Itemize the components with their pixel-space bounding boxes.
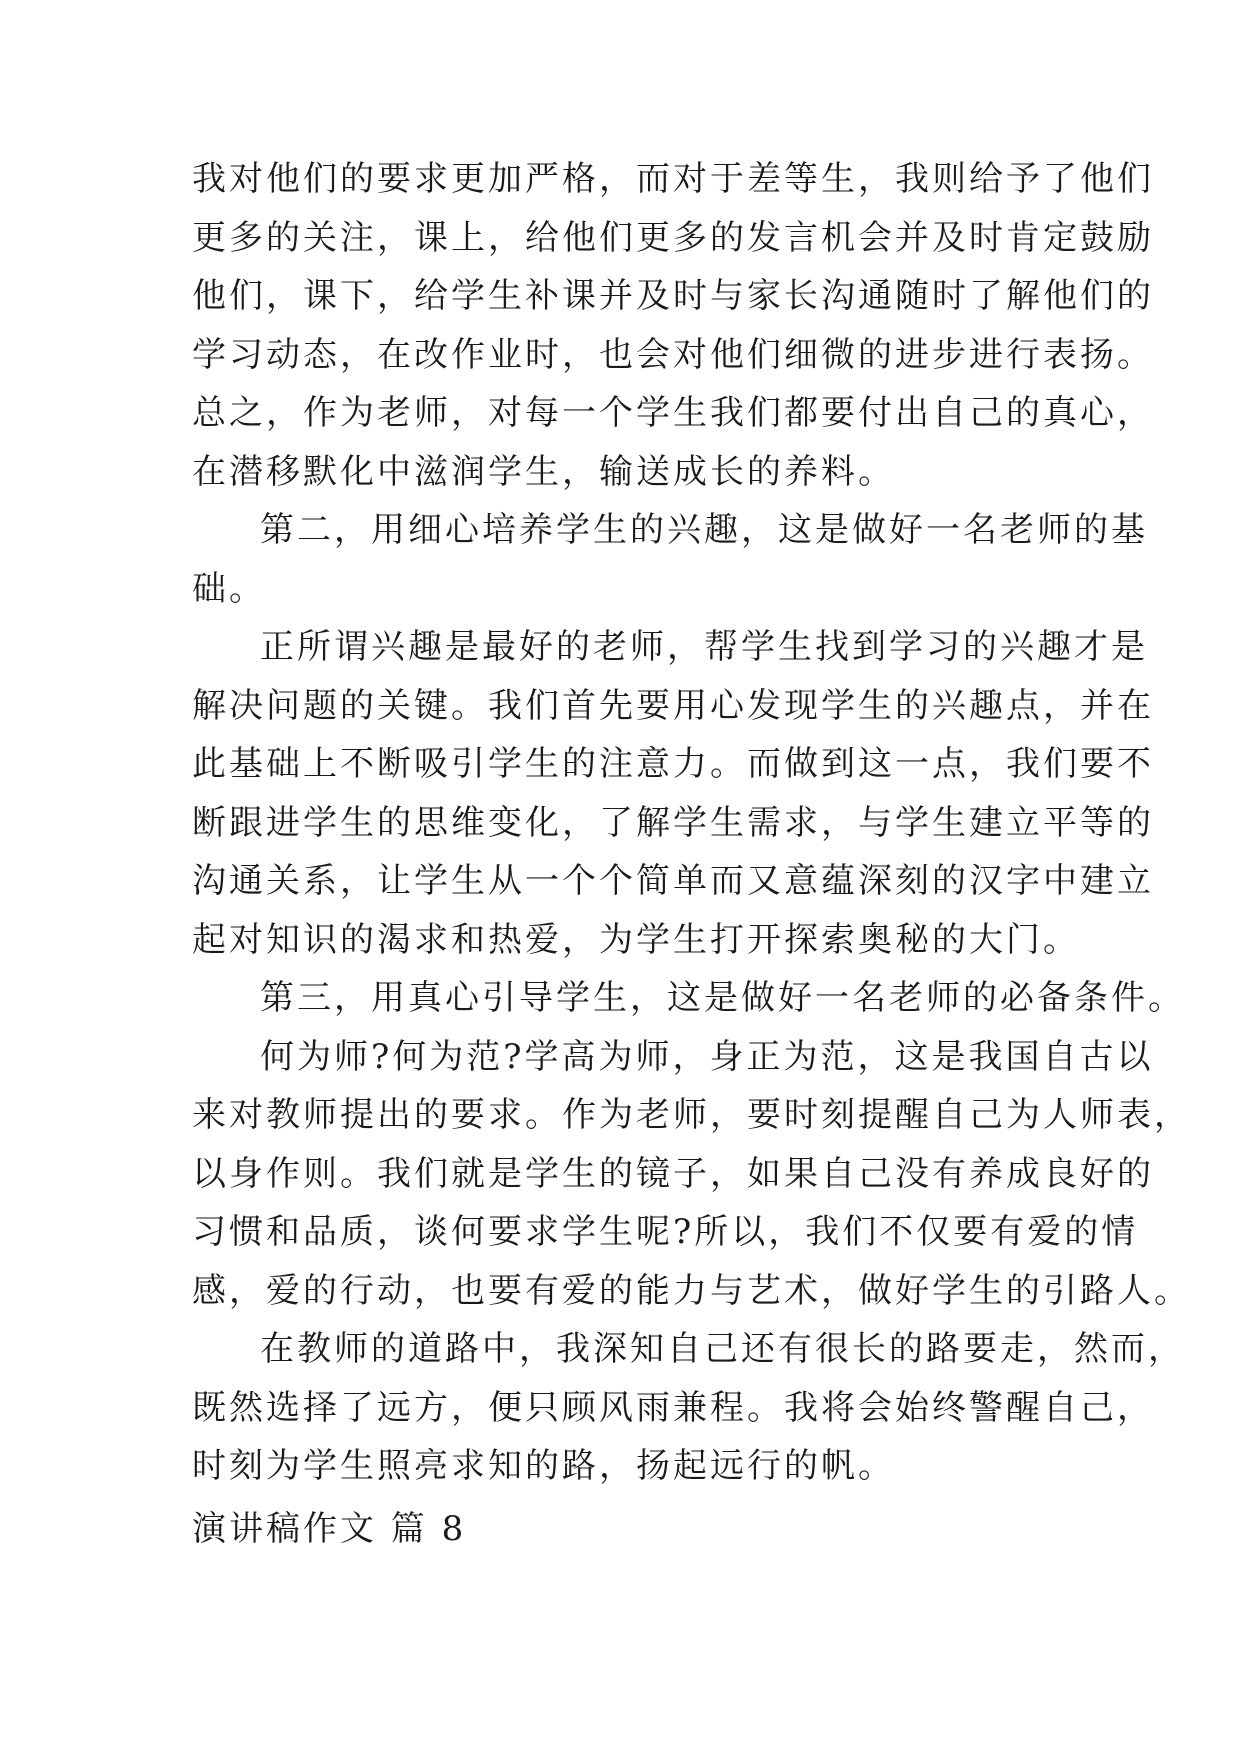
paragraph-line: 在潜移默化中滋润学生，输送成长的养料。 (192, 451, 895, 492)
paragraph-line: 时刻为学生照亮求知的路，扬起远行的帆。 (192, 1446, 895, 1486)
paragraph-line: 感，爱的行动，也要有爱的能力与艺术，做好学生的引路人。 (192, 1270, 1191, 1311)
paragraph-line: 更多的关注，课上，给他们更多的发言机会并及时肯定鼓励 (192, 217, 1154, 258)
paragraph-line: 础。 (192, 568, 266, 609)
paragraph-line: 第二，用细心培养学生的兴趣，这是做好一名老师的基 (260, 510, 1148, 550)
paragraph-line: 既然选择了远方，便只顾风雨兼程。我将会始终警醒自己， (192, 1387, 1154, 1428)
paragraph-line: 正所谓兴趣是最好的老师，帮学生找到学习的兴趣才是 (260, 627, 1148, 667)
paragraph-line: 学习动态，在改作业时，也会对他们细微的进步进行表扬。 (192, 334, 1154, 375)
paragraph-line: 沟通关系，让学生从一个个简单而又意蕴深刻的汉字中建立 (192, 861, 1154, 901)
paragraph-line: 在教师的道路中，我深知自己还有很长的路要走，然而， (260, 1329, 1185, 1369)
paragraph-line: 我对他们的要求更加严格，而对于差等生，我则给予了他们 (192, 159, 1154, 199)
paragraph-line: 来对教师提出的要求。作为老师，要时刻提醒自己为人师表， (192, 1095, 1191, 1135)
document-body (192, 150, 1191, 1558)
paragraph-line: 断跟进学生的思维变化，了解学生需求，与学生建立平等的 (192, 802, 1154, 843)
paragraph-line: 总之，作为老师，对每一个学生我们都要付出自己的真心， (192, 393, 1154, 433)
section-heading: 演讲稿作文 篇 8 (192, 1508, 467, 1549)
paragraph-line: 第三，用真心引导学生，这是做好一名老师的必备条件。 (260, 978, 1185, 1018)
paragraph-line: 何为师?何为范?学高为师，身正为范，这是我国自古以 (260, 1036, 1154, 1077)
paragraph-line: 此基础上不断吸引学生的注意力。而做到这一点，我们要不 (192, 744, 1154, 784)
paragraph-line: 他们，课下，给学生补课并及时与家长沟通随时了解他们的 (192, 276, 1154, 316)
paragraph-line: 解决问题的关键。我们首先要用心发现学生的兴趣点，并在 (192, 685, 1154, 726)
paragraph-line: 起对知识的渴求和热爱，为学生打开探索奥秘的大门。 (192, 919, 1080, 960)
paragraph-line: 习惯和品质，谈何要求学生呢?所以，我们不仅要有爱的情 (192, 1212, 1139, 1252)
paragraph-line: 以身作则。我们就是学生的镜子，如果自己没有养成良好的 (192, 1153, 1154, 1194)
